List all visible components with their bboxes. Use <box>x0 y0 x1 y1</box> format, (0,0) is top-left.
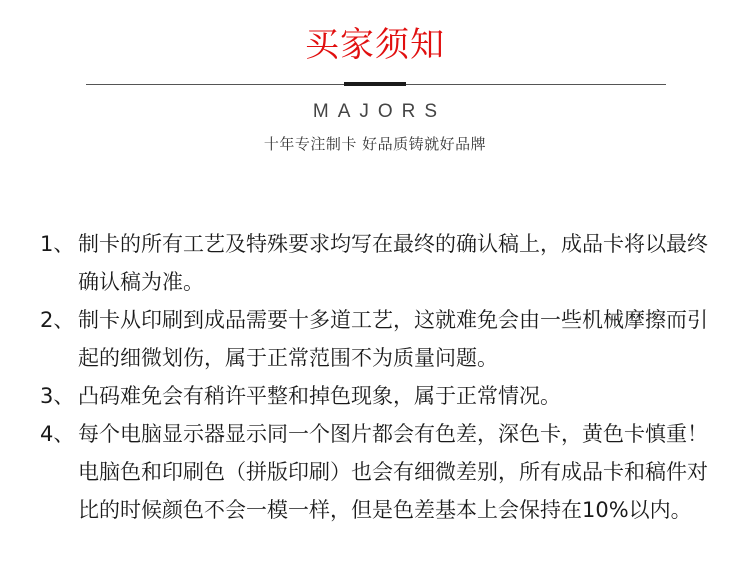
notice-item-3 <box>40 377 712 415</box>
notice-number: 2、 <box>40 308 75 332</box>
title-divider-accent <box>344 82 406 86</box>
notice-text: 凸码难免会有稍许平整和掉色现象，属于正常情况。 <box>78 384 561 408</box>
notice-number: 4、 <box>40 422 75 446</box>
notice-number: 3、 <box>40 384 75 408</box>
notice-list <box>40 225 712 529</box>
notice-text: 每个电脑显示器显示同一个图片都会有色差，深色卡，黄色卡慎重！电脑色和印刷色（拼版印刷）也会有细微差别，所有成品卡和稿件对比的时候颜色不会一模一样，但是色差基本上会保持在10%以内。 <box>78 422 708 522</box>
page-title: 买家须知 <box>305 25 445 65</box>
notice-text: 制卡从印刷到成品需要十多道工艺，这就难免会由一些机械摩擦而引起的细微划伤，属于正常范围不为质量问题。 <box>78 308 708 370</box>
brand-name: MAJORS <box>312 101 447 122</box>
notice-item-1 <box>40 225 712 301</box>
notice-item-4 <box>40 415 712 529</box>
brand-slogan: 十年专注制卡 好品质铸就好品牌 <box>263 135 487 153</box>
notice-text: 制卡的所有工艺及特殊要求均写在最终的确认稿上，成品卡将以最终确认稿为准。 <box>78 232 708 294</box>
notice-number: 1、 <box>40 232 75 256</box>
notice-item-2 <box>40 301 712 377</box>
